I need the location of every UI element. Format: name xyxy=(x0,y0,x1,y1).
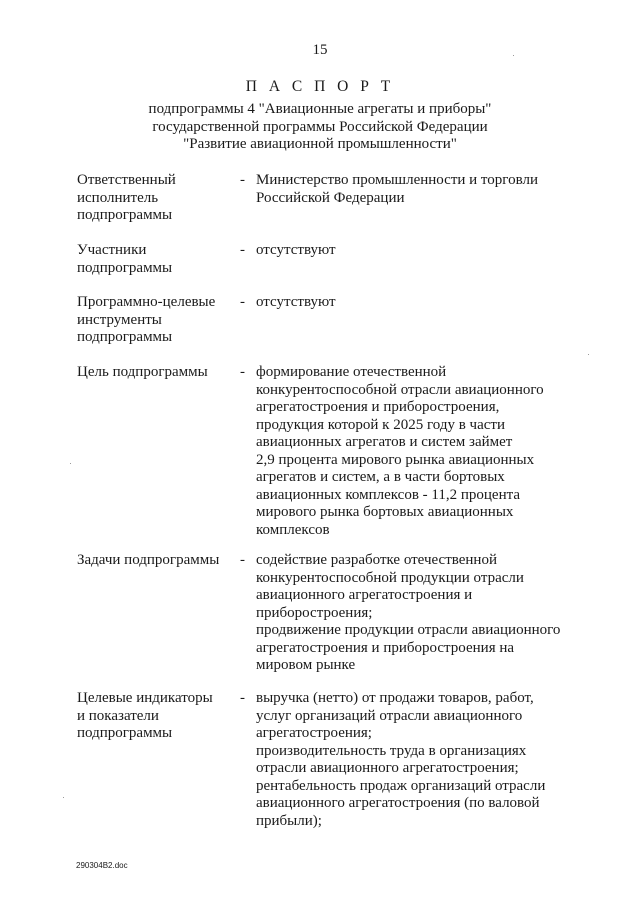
label-line: Участники xyxy=(77,242,147,258)
row-dash: - xyxy=(240,690,245,706)
value-line: формирование отечественной xyxy=(256,364,447,380)
value-line: Российской Федерации xyxy=(256,189,405,206)
value-line: выручка (нетто) от продажи товаров, работ, xyxy=(256,690,534,706)
value-line: мировом рынке xyxy=(256,657,356,673)
value-line: конкурентоспособной продукции отрасли xyxy=(256,569,524,586)
row-label xyxy=(77,172,237,225)
value-line: прибыли); xyxy=(256,812,322,829)
label-line: подпрограммы xyxy=(77,329,173,345)
value-line: отрасли авиационного агрегатостроения; xyxy=(256,760,519,776)
row-value xyxy=(256,172,596,207)
value-line: 2,9 процента мирового рынка авиационных xyxy=(256,451,535,468)
subtitle-line: подпрограммы 4 "Авиационные агрегаты и приборы" xyxy=(148,101,492,117)
value-line: авиационных агрегатов и систем займет xyxy=(256,434,513,450)
row-label xyxy=(77,294,237,347)
row-dash: - xyxy=(240,294,245,310)
value-line: продвижение продукции отрасли авиационного xyxy=(256,622,561,638)
label-line: инструменты xyxy=(77,311,162,328)
label-line: исполнитель xyxy=(77,189,159,206)
label-line: подпрограммы xyxy=(77,725,173,741)
label-line: подпрограммы xyxy=(77,207,173,223)
value-line: производительность труда в организациях xyxy=(256,742,527,759)
value-line: отсутствуют xyxy=(256,242,336,258)
value-line: продукция которой к 2025 году в части xyxy=(256,416,505,433)
subtitle-line: "Развитие авиационной промышленности" xyxy=(183,136,457,152)
row-label xyxy=(77,552,237,570)
value-line: мирового рынка бортовых авиационных xyxy=(256,504,514,520)
label-line: Ответственный xyxy=(77,172,176,188)
label-line: Программно-целевые xyxy=(77,294,216,310)
value-line: услуг организаций отрасли авиационного xyxy=(256,707,523,724)
value-line: авиационного агрегатостроения и xyxy=(256,587,473,603)
value-line: авиационного агрегатостроения (по валовой xyxy=(256,795,540,811)
row-dash: - xyxy=(240,552,245,568)
scan-speck xyxy=(63,797,64,798)
value-line: конкурентоспособной отрасли авиационного xyxy=(256,381,544,398)
row-label xyxy=(77,364,237,382)
row-value xyxy=(256,690,596,830)
value-line: агрегатостроения и приборостроения на xyxy=(256,639,515,656)
file-name-footer: 290304B2.doc xyxy=(76,861,128,870)
value-line: агрегатостроения и приборостроения, xyxy=(256,399,500,415)
value-line: отсутствуют xyxy=(256,294,336,310)
label-line: Задачи подпрограммы xyxy=(77,552,220,568)
scan-speck xyxy=(70,463,71,464)
subtitle-line: государственной программы Российской Федерации xyxy=(152,118,488,135)
scan-speck xyxy=(513,55,514,56)
document-title: П А С П О Р Т xyxy=(245,78,395,95)
row-label xyxy=(77,690,237,743)
value-line: содействие разработке отечественной xyxy=(256,552,497,568)
document-subtitle xyxy=(0,101,640,154)
value-line: авиационных комплексов - 11,2 процента xyxy=(256,486,520,503)
label-line: Целевые индикаторы xyxy=(77,690,213,706)
row-dash: - xyxy=(240,242,245,258)
row-value xyxy=(256,242,596,260)
row-value xyxy=(256,552,596,675)
label-line: и показатели xyxy=(77,707,159,724)
value-line: агрегатостроения; xyxy=(256,725,372,741)
value-line: приборостроения; xyxy=(256,604,373,621)
page-number: 15 xyxy=(312,42,328,58)
value-line: Министерство промышленности и торговли xyxy=(256,172,538,188)
row-dash: - xyxy=(240,364,245,380)
row-value xyxy=(256,364,596,539)
row-value xyxy=(256,294,596,312)
value-line: агрегатов и систем, а в части бортовых xyxy=(256,469,505,485)
label-line: подпрограммы xyxy=(77,259,173,276)
row-label xyxy=(77,242,237,277)
row-dash: - xyxy=(240,172,245,188)
scan-speck xyxy=(588,354,589,355)
value-line: рентабельность продаж организаций отрасли xyxy=(256,777,546,794)
label-line: Цель подпрограммы xyxy=(77,364,208,380)
value-line: комплексов xyxy=(256,521,330,538)
